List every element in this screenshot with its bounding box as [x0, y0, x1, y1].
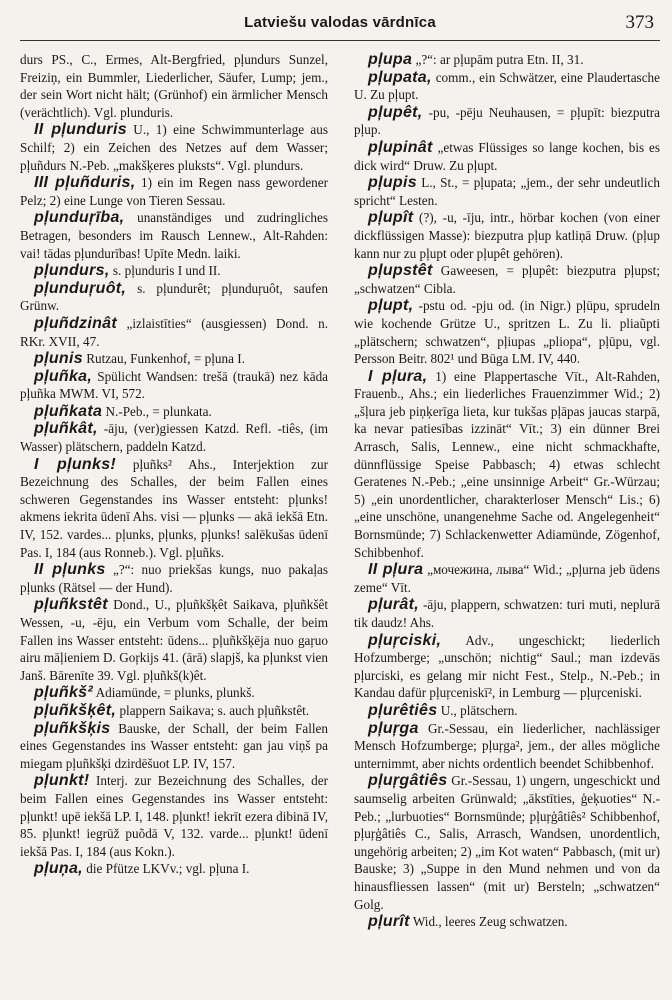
entry-headword: pļuñkstêt: [34, 596, 108, 614]
dictionary-entry: [20, 121, 328, 174]
entry-headword: I pļunks!: [34, 455, 117, 473]
columns: [20, 51, 660, 931]
entry-headword: pļunis: [34, 350, 83, 368]
entry-text: Bauske, der Schall, der beim Fallen eines Gegenstandes ins Wasser entsteht: gan jau viņš pa miegam pļuñkšķi dzirdēšuot LP. IV, 157.: [20, 720, 329, 771]
dictionary-entry: [354, 69, 660, 104]
dictionary-entry: [20, 262, 328, 280]
dictionary-entry: [354, 174, 660, 209]
dictionary-entry: [354, 632, 660, 702]
entry-text: -āju, plappern, schwatzen: turi muti, neplurā tik daudz! Ahs.: [354, 597, 661, 630]
entry-headword: III pļuñduris,: [34, 174, 136, 192]
entry-text: „etwas Flüssiges so lange kochen, bis es dick wird“ Druw. Zu pļupt.: [354, 139, 661, 173]
entry-headword: II pļunduris: [34, 121, 127, 139]
entry-text: (?), -u, -īju, intr., hörbar kochen (von einer dickflüssigen Masse): biezputra pļup katliņā Druw. (pļup kann nur zu pļupt oder pļupêt gehören).: [354, 210, 660, 261]
entry-text: L., St., = pļupata; „jem., der sehr undeutlich spricht“ Lesten.: [354, 175, 661, 208]
dictionary-entry: [354, 702, 660, 720]
entry-text: unanständiges und zudringliches Betragen, besonders im Rausch Lennew., Alt-Rahden: vai! tādas pļundurības! Upīte Medn. laiki.: [20, 210, 328, 261]
dictionary-entry: [20, 860, 328, 878]
entry-text: -pu, -pēju Neuhausen, = pļupīt: biezputra pļup.: [354, 104, 660, 138]
entry-headword: pļupis: [368, 174, 417, 192]
entry-headword: pļurêtiês: [368, 701, 438, 719]
entry-text: U., plätschern.: [440, 702, 518, 718]
dictionary-entry: [354, 104, 660, 139]
entry-headword: pļupa: [368, 51, 413, 68]
dictionary-entry: [354, 772, 660, 913]
entry-text: Rutzau, Funkenhof, = pļuna I.: [86, 351, 245, 367]
entry-headword: pļuñkata: [34, 402, 103, 420]
entry-headword: II pļunks: [34, 561, 106, 579]
entry-headword: II pļura: [368, 561, 424, 579]
dictionary-entry: [354, 51, 660, 69]
page-header: [20, 0, 660, 41]
entry-text: 1) eine Plappertasche Vīt., Alt-Rahden, Frauenb., Ahs.; ein liederliches Frauenzimmer Wid.; 2) „šļura jeb piņķerīga lieta, kur tukšas pļāpas jaucas starpā, ka nevar patiesības izzināt“ Vīt.; 3) ein dünner Brei Arrasch, Salis, Lennew., eine nicht schmackhafte, dünnflüssige Speise Pabbasch; 4) etwas schlecht Geratenes N.-Peb.; „eine unsinnige Arbeit“ Gr.-Würzau; 5) „ein unordentlicher, charakterloser Mensch“ Lis.; 6) „eine unschöne, unangenehme Sache od. Angelegenheit“ Bornsmünde; 7) Schlackenwetter Adiamünde, Zögenhof, Schibbenhof.: [354, 368, 660, 560]
dictionary-entry: [20, 772, 328, 860]
entry-text: Interj. zur Bezeichnung des Schalles, der beim Fallen eines Gegenstandes ins Wasser entsteht: pļunkt! upē iekšā LP. I, 148. pļunkt! iekrīt ezera dibinā IV, 85. pļunkt! iegrūž puõdā V, 132. varde... pļunkt! ūdenī iekšā Pas. I, 184 (aus Kokn.).: [20, 773, 328, 859]
dictionary-entry: [354, 139, 660, 174]
dictionary-entry: [20, 51, 328, 121]
dictionary-entry: [20, 403, 328, 421]
dictionary-entry: [354, 209, 660, 262]
entry-headword: pļupît: [368, 209, 414, 227]
entry-headword: pļuŗgâtiês: [368, 772, 448, 790]
entry-text: Adv., ungeschickt; liederlich Hofzumberge; „unschön; nichtig“ Saul.; man izdevās pļurciski, es gelang mir nicht Fest., Stelp., N.-Peb.; in Kandau dafür pļuŗceniskī², in Lemburg — pļuŗceniski.: [354, 632, 660, 701]
dictionary-entry: [354, 297, 660, 367]
entry-headword: pļundurs,: [34, 262, 110, 280]
entry-text: die Pfütze LKVv.; vgl. pļuna I.: [86, 861, 250, 877]
entry-text: Dond., U., pļuñkšķêt Saikava, pļuñkšêt Wessen, -u, -ēju, ein Verbum vom Schalle, der beim Fallen ins Wasser entsteht: ūdens... pļuñkšķēja nuo gaŗuo airu māļieniem D. Goŗkijs 41. (ārā) slapjš, ka pļunkst vien Janš. Bārenīte 39. Vgl. pļuñkš(k)êt.: [20, 597, 329, 683]
entry-text: s. pļunduris I und II.: [112, 263, 221, 279]
entry-headword: pļupêt,: [368, 103, 423, 121]
dictionary-entry: [20, 456, 328, 562]
entry-headword: pļupstêt: [368, 262, 433, 280]
entry-text: s. pļundurêt; pļunduŗuôt, saufen Grünw.: [20, 280, 328, 314]
entry-headword: pļuñkât,: [34, 420, 98, 438]
entry-text: durs PS., C., Ermes, Alt-Bergfried, pļundurs Sunzel, Freiziņ, ein Bummler, Liederlicher, Säufer, Lump; jem., der sein Wort nicht hält; (Grünhof) ein ärmlicher Mensch (verächtlich). Vgl. plunduris.: [20, 52, 328, 120]
entry-headword: pļunduŗība,: [34, 209, 125, 227]
entry-headword: pļuñkšķêt,: [34, 701, 117, 719]
dictionary-entry: [20, 368, 328, 403]
right-column: [354, 51, 660, 931]
entry-headword: I pļura,: [368, 367, 428, 385]
entry-text: -āju, (ver)giessen Katzd. Refl. -tiês, (im Wasser) plätschern, paddeln Katzd.: [20, 421, 329, 455]
dictionary-entry: [354, 368, 660, 562]
entry-text: U., 1) eine Schwimmunterlage aus Schilf; 2) ein Zeichen des Netzes auf dem Wasser; pļuñdurs N.-Peb. „makšķeres pluksts“. Vgl. plundurs.: [20, 122, 328, 173]
entry-text: N.-Peb., = plunkata.: [105, 403, 212, 419]
dictionary-entry: [20, 720, 328, 773]
entry-text: Spülicht Wandsen: trešā (traukā) nez kāda pļuñka MWM. VI, 572.: [20, 368, 329, 402]
entry-headword: pļuñdzinât: [34, 314, 117, 332]
entry-text: „?“: nuo priekšas kungs, nuo pakaļas pļunks (Rätsel — der Hund).: [20, 562, 328, 595]
dictionary-entry: [20, 280, 328, 315]
page-title: Latviešu valodas vārdnīca: [244, 14, 436, 31]
entry-headword: pļurît: [368, 913, 410, 931]
entry-text: „?“: ar pļupām putra Etn. II, 31.: [415, 52, 584, 67]
entry-headword: pļurât,: [368, 596, 419, 614]
dictionary-entry: [354, 561, 660, 596]
entry-headword: pļuñkšķis: [34, 719, 111, 737]
entry-headword: pļuñkš²: [34, 684, 93, 702]
dictionary-entry: [354, 596, 660, 631]
entry-headword: pļupata,: [368, 68, 432, 86]
entry-text: -pstu od. -pju od. (in Nigr.) pļūpu, sprudeln wie kochende Grütze U., spritzen L. Zu li. pliaũpti „plätschern; schwatzen“, pļiupas „pliopa“, pļūpu, vgl. Persson Beitr. 802¹ und Būga LM. IV, 440.: [354, 298, 661, 367]
dictionary-entry: [20, 702, 328, 720]
page-number: 373: [625, 12, 654, 33]
entry-headword: pļupt,: [368, 297, 414, 315]
entry-text: Adiamünde, = plunks, plunkš.: [95, 685, 255, 701]
entry-headword: pļuŗga: [368, 719, 419, 737]
entry-text: „izlaistīties“ (ausgiessen) Dond. n. RKr. XVII, 47.: [20, 315, 329, 349]
entry-text: Gaweesen, = pļupêt: biezputra pļupst; „schwatzen“ Cibla.: [354, 263, 660, 296]
entry-text: Wid., leeres Zeug schwatzen.: [412, 914, 568, 930]
dictionary-entry: [20, 174, 328, 209]
dictionary-entry: [20, 350, 328, 368]
entry-headword: pļunduŗuôt,: [34, 279, 127, 297]
entry-headword: pļuñka,: [34, 367, 93, 385]
entry-text: Gr.-Sessau, 1) ungern, ungeschickt und saumselig arbeiten Grünwald; „ākstīties, ģeķuoties“ N.-Peb.; „lurbuoties“ Bornsmünde; pļuŗģâtiês² Schibbenhof, pļuŗģâtiês C., Salis, Arrasch, Wandsen, unordentlich, ungehörig arbeiten; 2) „im Kot waten“ Pabbasch, (mit ur) Bauske; 3) „Suppe in den Mund nehmen und von da hinausfliessen lassen“ (mit ur) Bersteln; „schwatzen“ Golg.: [354, 773, 661, 912]
entry-text: plappern Saikava; s. auch pļuñkstêt.: [119, 702, 310, 718]
left-column: [20, 51, 328, 931]
dictionary-entry: [354, 262, 660, 297]
dictionary-entry: [20, 561, 328, 596]
dictionary-entry: [20, 684, 328, 702]
entry-text: comm., ein Schwätzer, eine Plaudertasche U. Zu pļupt.: [354, 69, 660, 103]
dictionary-entry: [20, 596, 328, 684]
entry-text: 1) ein im Regen nass gewordener Pelz; 2) eine Lunge von Tieren Sessau.: [20, 175, 329, 208]
dictionary-entry: [354, 913, 660, 931]
entry-headword: pļunkt!: [34, 772, 90, 790]
dictionary-entry: [20, 315, 328, 350]
dictionary-entry: [20, 209, 328, 262]
entry-headword: pļupinât: [368, 138, 433, 156]
entry-text: „мочежина, лыва“ Wid.; „pļurna jeb ūdens zeme“ Vīt.: [354, 562, 660, 595]
entry-headword: pļuŗciski,: [368, 631, 442, 649]
dictionary-entry: [20, 420, 328, 455]
entry-headword: pļuņa,: [34, 860, 83, 878]
dictionary-entry: [354, 720, 660, 773]
entry-text: Gr.-Sessau, ein liederlicher, nachlässiger Mensch Hofzumberge; pļuŗga², jem., der alles mögliche unternimmt, aber nichts ordentlich beendet Schibbenhof.: [354, 720, 660, 771]
entry-text: pļuñks² Ahs., Interjektion zur Bezeichnung des Schalles, der beim Fallen eines schweren Gegenstandes ins Wasser entsteht: pļunks! akmens iekrita ūdenī Ahs. visi — pļunks — akā iekšā Etn. IV, 152. vardes... pļunks, pļunks, pļunks! salēkušas ūdenī Pas. I, 184 (aus Ronneb.). Vgl. pļuñks.: [20, 456, 328, 560]
